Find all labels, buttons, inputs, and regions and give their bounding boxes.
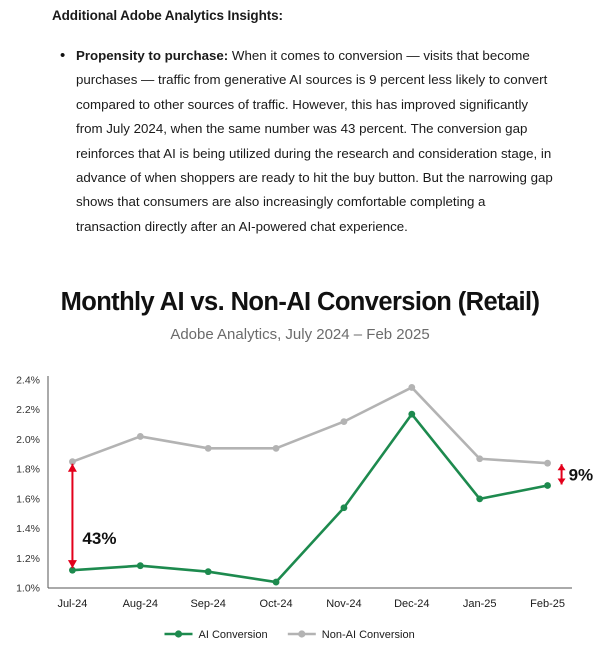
data-point bbox=[544, 460, 551, 467]
y-axis-tick-label: 1.0% bbox=[16, 582, 40, 595]
annotation-label-9: 9% bbox=[568, 465, 594, 485]
bullet-icon: • bbox=[60, 47, 66, 64]
insights-list bbox=[60, 44, 554, 239]
x-axis-tick-label: Dec-24 bbox=[394, 598, 430, 610]
x-axis-tick-label: Jan-25 bbox=[462, 598, 497, 610]
data-point bbox=[205, 445, 212, 452]
legend-marker-2 bbox=[298, 630, 305, 637]
chart-container bbox=[0, 366, 600, 662]
data-point bbox=[408, 411, 415, 418]
series-line-2 bbox=[72, 387, 547, 463]
legend-marker-1 bbox=[175, 630, 182, 637]
legend-label-2: Non-AI Conversion bbox=[321, 629, 415, 641]
data-point bbox=[273, 579, 280, 586]
data-point bbox=[341, 418, 348, 425]
list-item bbox=[60, 44, 554, 239]
x-axis-tick-label: Aug-24 bbox=[122, 598, 159, 610]
annotation-arrow-head-down-2 bbox=[558, 478, 566, 484]
y-axis-tick-label: 1.8% bbox=[16, 463, 40, 476]
data-point bbox=[476, 455, 483, 462]
chart-subtitle: Adobe Analytics, July 2024 – Feb 2025 bbox=[170, 326, 430, 343]
annotation-arrow-head-up-2 bbox=[558, 464, 566, 470]
y-axis-tick-label: 1.4% bbox=[16, 523, 40, 536]
bullet-paragraph bbox=[76, 44, 554, 239]
annotation-label-43: 43% bbox=[82, 528, 117, 548]
y-axis-tick-label: 1.6% bbox=[16, 493, 40, 506]
data-point bbox=[205, 568, 212, 575]
y-axis-tick-label: 2.4% bbox=[16, 374, 40, 387]
legend-label-1: AI Conversion bbox=[198, 629, 268, 641]
y-axis-tick-label: 2.0% bbox=[16, 433, 40, 446]
annotation-arrow-head-down bbox=[68, 560, 77, 568]
y-axis-tick-label: 2.2% bbox=[16, 404, 40, 417]
data-point bbox=[341, 504, 348, 511]
x-axis-tick-label: Feb-25 bbox=[530, 598, 565, 610]
chart-title: Monthly AI vs. Non-AI Conversion (Retail) bbox=[60, 288, 540, 316]
series-line-1 bbox=[72, 414, 547, 582]
data-point bbox=[137, 562, 144, 569]
conversion-line-chart bbox=[0, 366, 600, 662]
x-axis-tick-label: Nov-24 bbox=[326, 598, 362, 610]
data-point bbox=[273, 445, 280, 452]
data-point bbox=[476, 495, 483, 502]
x-axis-tick-label: Jul-24 bbox=[57, 598, 88, 610]
data-point bbox=[137, 433, 144, 440]
data-point bbox=[544, 482, 551, 489]
annotation-arrow-head-up bbox=[68, 464, 77, 472]
y-axis-tick-label: 1.2% bbox=[16, 552, 40, 565]
page-title: Additional Adobe Analytics Insights: bbox=[52, 8, 283, 23]
x-axis-tick-label: Oct-24 bbox=[259, 598, 293, 610]
x-axis-tick-label: Sep-24 bbox=[190, 598, 226, 610]
data-point bbox=[408, 384, 415, 391]
bullet-lead: Propensity to purchase: bbox=[76, 48, 229, 63]
bullet-body: When it comes to conversion — visits that become purchases — traffic from generative AI sources is 9 percent less likely to convert compared to other sources of traffic. However, this has improved significantly from July 2024, when the same number was 43 percent. The conversion gap reinforces that AI is being utilized during the research and consideration stage, in advance of when shoppers are ready to hit the buy button. But the narrowing gap shows that consumers are also increasingly comfortable completing a transaction directly after an AI-powered chat experience. bbox=[76, 48, 553, 234]
